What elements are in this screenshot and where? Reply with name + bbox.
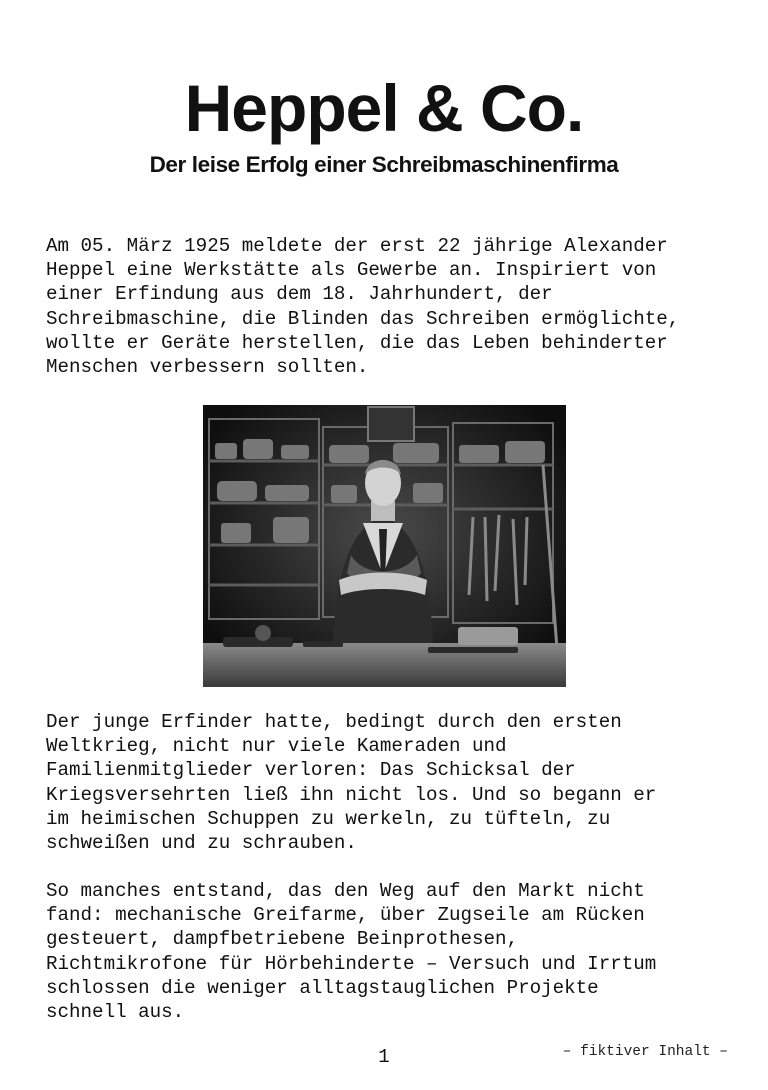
paragraph-intro: Am 05. März 1925 meldete der erst 22 jährige Alexander Heppel eine Werkstätte als Gewerbe an. Inspiriert von einer Erfindung aus dem 18. Jahrhundert, der Schreibmaschine, die Blinden das Schreiben ermöglichte, wollte er Geräte herstellen, die das Leben behinderter Menschen verbessern sollten. — [46, 235, 680, 379]
paragraph-experiments: So manches entstand, das den Weg auf den Markt nicht fand: mechanische Greifarme, über Zugseile am Rücken gesteuert, dampfbetriebene Beinprothesen, Richtmikrofone für Hörbehinderte – Versuch und Irrtum schlossen die weniger alltagstauglichen Projekte schnell aus. — [46, 880, 657, 1024]
document-subtitle: Der leise Erfolg einer Schreibmaschinenfirma — [149, 152, 619, 177]
document-title: Heppel & Co. — [184, 71, 584, 145]
paragraph-inventor: Der junge Erfinder hatte, bedingt durch den ersten Weltkrieg, nicht nur viele Kameraden und Familienmitglieder verloren: Das Schicksal der Kriegsversehrten ließ ihn nicht los. Und so begann er im heimischen Schuppen zu werkeln, zu tüfteln, zu schweißen und zu schrauben. — [46, 711, 657, 855]
page-number: 1 — [378, 1046, 390, 1068]
footer-note: – fiktiver Inhalt – — [562, 1044, 728, 1060]
workshop-photo — [203, 405, 566, 687]
